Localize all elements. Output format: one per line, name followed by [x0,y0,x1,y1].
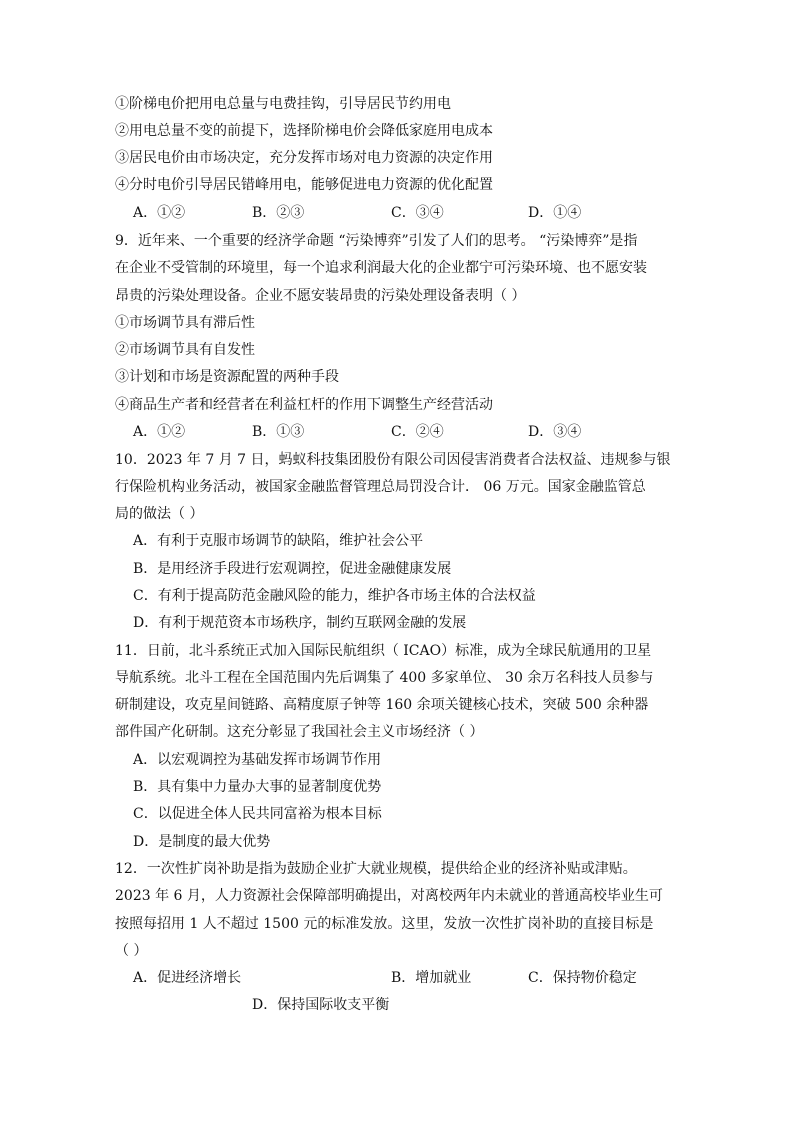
q12-option-c[interactable]: C．保持物价稳定 [528,970,637,986]
q9-option-a[interactable]: A．①② [133,424,186,440]
q8-options [0,204,794,222]
q8-statement-4: ④分时电价引导居民错峰用电，能够促进电力资源的优化配置 [115,177,493,193]
q11-option-c[interactable]: C．以促进全体人民共同富裕为根本目标 [133,806,382,822]
q10-option-a[interactable]: A．有利于克服市场调节的缺陷，维护社会公平 [133,533,424,549]
q10-option-c[interactable]: C．有利于提高防范金融风险的能力，维护各市场主体的合法权益 [133,588,536,604]
q9-statement-2: ②市场调节具有自发性 [115,342,255,358]
q11-stem-line-1: 11．日前，北斗系统正式加入国际民航组织（ ICAO）标准，成为全球民航通用的卫星 [115,643,652,659]
q12-stem-line-4: （ ） [115,943,148,959]
q9-option-b[interactable]: B．①③ [252,424,305,440]
q11-option-a[interactable]: A．以宏观调控为基础发挥市场调节作用 [133,752,382,768]
q12-options-row-2 [0,996,794,1014]
q12-option-b[interactable]: B．增加就业 [391,970,472,986]
q12-stem-line-1: 12．一次性扩岗补助是指为鼓励企业扩大就业规模，提供给企业的经济补贴或津贴。 [115,861,637,877]
q8-statement-2: ②用电总量不变的前提下，选择阶梯电价会降低家庭用电成本 [115,123,493,139]
q11-stem-line-2: 导航系统。北斗工程在全国范围内先后调集了 400 多家单位、 30 余万名科技人员参与 [115,670,654,686]
q11-option-b[interactable]: B．具有集中力量办大事的显著制度优势 [133,779,382,795]
q10-stem-line-3: 局的做法（ ） [115,506,204,522]
q8-statement-3: ③居民电价由市场决定，充分发挥市场对电力资源的决定作用 [115,150,493,166]
q11-stem-line-4: 部件国产化研制。这充分彰显了我国社会主义市场经济（ ） [115,724,484,740]
q9-statement-4: ④商品生产者和经营者在利益杠杆的作用下调整生产经营活动 [115,397,493,413]
q8-option-c[interactable]: C．③④ [391,205,444,221]
q12-option-a[interactable]: A．促进经济增长 [133,970,242,986]
q9-stem-line-2: 在企业不受管制的环境里，每一个追求利润最大化的企业都宁可污染环境、也不愿安装 [115,260,647,276]
q10-stem-line-1: 10．2023 年 7 月 7 日，蚂蚁科技集团股份有限公司因侵害消费者合法权益、违规参与银 [115,452,671,468]
q11-option-d[interactable]: D．是制度的最大优势 [133,834,271,850]
q10-option-b[interactable]: B．是用经济手段进行宏观调控，促进金融健康发展 [133,561,452,577]
q8-option-d[interactable]: D．①④ [528,205,582,221]
q9-stem-line-1: 9．近年来、一个重要的经济学命题 “污染博弈”引发了人们的思考。 “污染博弈”是指 [115,233,638,249]
q12-options-row-1 [0,969,794,987]
q8-option-a[interactable]: A．①② [133,205,186,221]
q9-stem-line-3: 昂贵的污染处理设备。企业不愿安装昂贵的污染处理设备表明（ ） [115,288,526,304]
q12-option-d[interactable]: D．保持国际收支平衡 [252,997,390,1013]
q10-option-d[interactable]: D．有利于规范资本市场秩序，制约互联网金融的发展 [133,615,467,631]
q8-option-b[interactable]: B．②③ [252,205,305,221]
q11-stem-line-3: 研制建设，攻克星间链路、高精度原子钟等 160 余项关键核心技术，突破 500 余种器 [115,697,649,713]
q12-stem-line-3: 按照每招用 1 人不超过 1500 元的标准发放。这里，发放一次性扩岗补助的直接目标是 [115,916,654,932]
q12-stem-line-2: 2023 年 6 月，人力资源社会保障部明确提出，对离校两年内未就业的普通高校毕业生可 [115,888,663,904]
q10-stem-line-2: 行保险机构业务活动，被国家金融监督管理总局罚没合计． 06 万元。国家金融监管总 [115,479,646,495]
q9-statement-3: ③计划和市场是资源配置的两种手段 [115,369,339,385]
q9-options [0,423,794,441]
q9-statement-1: ①市场调节具有滞后性 [115,315,255,331]
q9-option-d[interactable]: D．③④ [528,424,582,440]
q8-statement-1: ①阶梯电价把用电总量与电费挂钩，引导居民节约用电 [115,96,451,112]
q9-option-c[interactable]: C．②④ [391,424,444,440]
